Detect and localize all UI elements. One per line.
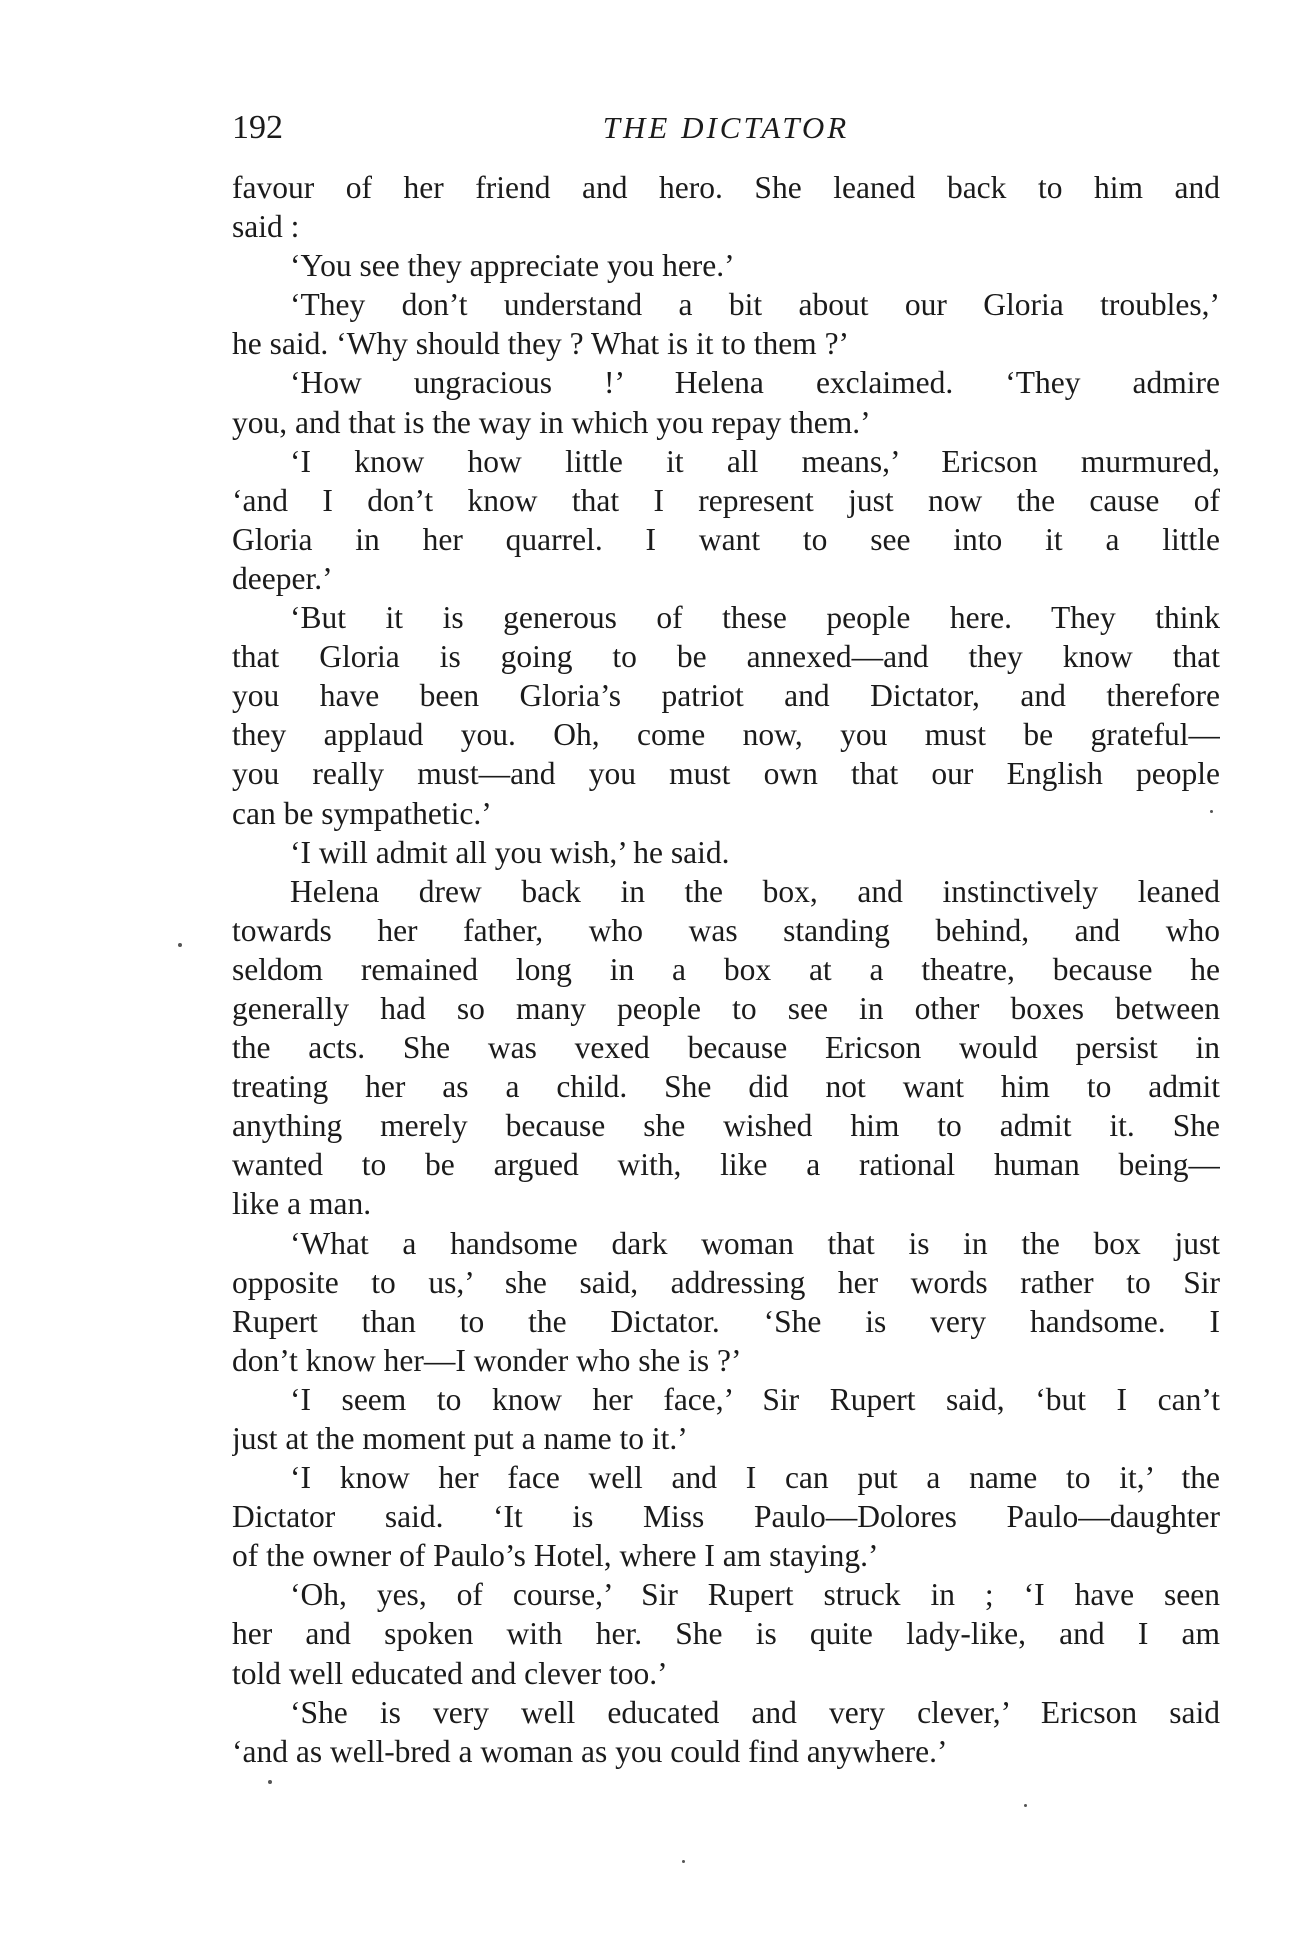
text-line: Dictator said. ‘It is Miss Paulo—Dolores Paulo—daughter [232, 1499, 1220, 1535]
print-speck [682, 1860, 685, 1863]
text-line: ‘and I don’t know that I represent just now the cause of [232, 482, 1220, 518]
text-line: you, and that is the way in which you repay them.’ [232, 404, 871, 440]
text-line: he said. ‘Why should they ? What is it to them ?’ [232, 326, 850, 362]
text-line: of the owner of Paulo’s Hotel, where I am staying.’ [232, 1538, 879, 1574]
text-line: favour of her friend and hero. She leaned back to him and [232, 170, 1220, 205]
text-line: don’t know her—I wonder who she is ?’ [232, 1342, 742, 1378]
text-line: ‘They don’t understand a bit about our Gloria troubles,’ [290, 287, 1220, 323]
text-line: ‘She is very well educated and very clever,’ Ericson said [290, 1694, 1220, 1730]
text-line: treating her as a child. She did not want him to admit [232, 1069, 1220, 1105]
text-line: the acts. She was vexed because Ericson would persist in [232, 1030, 1220, 1066]
text-line: ‘I know how little it all means,’ Ericson murmured, [290, 443, 1220, 479]
text-line: ‘What a handsome dark woman that is in the box just [290, 1225, 1220, 1261]
text-line: seldom remained long in a box at a theatre, because he [232, 951, 1220, 987]
text-line: ‘I know her face well and I can put a name to it,’ the [290, 1460, 1220, 1496]
text-line: generally had so many people to see in other boxes between [232, 990, 1220, 1026]
text-line: ‘You see they appreciate you here.’ [290, 248, 735, 284]
text-line: Gloria in her quarrel. I want to see into it a little [232, 521, 1220, 557]
text-line: told well educated and clever too.’ [232, 1655, 668, 1691]
text-line: deeper.’ [232, 560, 333, 596]
page-header [232, 106, 1220, 150]
text-line: ‘But it is generous of these people here. They think [290, 600, 1220, 636]
text-line: ‘and as well-bred a woman as you could find anywhere.’ [232, 1733, 948, 1769]
print-speck [268, 1780, 272, 1784]
text-line: like a man. [232, 1186, 372, 1222]
text-line: anything merely because she wished him to admit it. She [232, 1108, 1220, 1144]
text-line: they applaud you. Oh, come now, you must be grateful— [232, 717, 1220, 753]
page-number: 192 [232, 109, 283, 146]
text-line: that Gloria is going to be annexed—and they know that [232, 639, 1220, 675]
text-line: ‘I seem to know her face,’ Sir Rupert said, ‘but I can’t [290, 1381, 1220, 1417]
text-line: you really must—and you must own that our English people [232, 756, 1220, 792]
text-line: Rupert than to the Dictator. ‘She is very handsome. I [232, 1303, 1220, 1339]
text-line: said : [232, 209, 300, 245]
text-line: towards her father, who was standing behind, and who [232, 912, 1220, 948]
text-line: you have been Gloria’s patriot and Dictator, and therefore [232, 678, 1220, 714]
print-speck [1024, 1804, 1027, 1807]
print-speck [1210, 810, 1213, 813]
text-line: her and spoken with her. She is quite lady-like, and I am [232, 1616, 1220, 1652]
body-text [232, 168, 1220, 1771]
text-line: ‘How ungracious !’ Helena exclaimed. ‘They admire [290, 365, 1220, 401]
running-title: THE DICTATOR [602, 110, 850, 145]
text-line: can be sympathetic.’ [232, 795, 492, 831]
text-line: ‘I will admit all you wish,’ he said. [290, 834, 730, 870]
text-line: wanted to be argued with, like a rational human being— [232, 1147, 1220, 1183]
text-line: just at the moment put a name to it.’ [232, 1421, 688, 1456]
text-line: Helena drew back in the box, and instinctively leaned [290, 873, 1220, 909]
text-line: opposite to us,’ she said, addressing her words rather to Sir [232, 1264, 1220, 1300]
text-line: ‘Oh, yes, of course,’ Sir Rupert struck in ; ‘I have seen [290, 1577, 1220, 1613]
print-speck [178, 943, 182, 947]
